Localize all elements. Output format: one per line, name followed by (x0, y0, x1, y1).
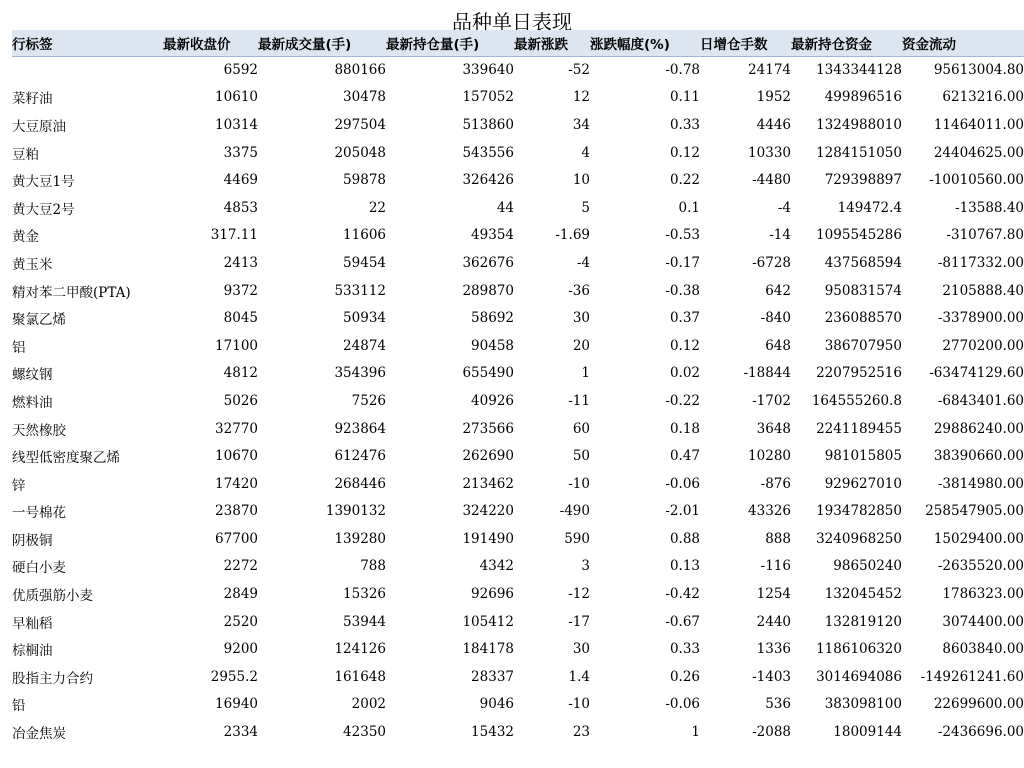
cell-position-capital[interactable]: 98650240 (833, 558, 902, 575)
table-row[interactable] (12, 691, 1024, 719)
cell-capital-flow[interactable]: -13588.40 (955, 199, 1024, 216)
table-row[interactable] (12, 580, 1024, 608)
cell-volume[interactable]: 22 (368, 199, 386, 216)
cell-row-label[interactable]: 铅 (12, 698, 26, 715)
cell-daily-oi-change[interactable]: -1702 (752, 392, 791, 409)
cell-daily-oi-change[interactable]: -14 (769, 227, 791, 244)
cell-capital-flow[interactable]: 11464011.00 (933, 116, 1024, 133)
table-body (12, 56, 1024, 746)
cell-change[interactable]: 34 (572, 116, 590, 133)
header-row-label[interactable]: 行标签 (12, 30, 163, 56)
cell-position-capital[interactable]: 499896516 (824, 89, 902, 106)
cell-change-pct[interactable]: -0.06 (665, 475, 700, 492)
cell-daily-oi-change[interactable]: -1403 (752, 668, 791, 685)
cell-close-price[interactable]: 67700 (215, 530, 258, 547)
cell-daily-oi-change[interactable]: 1336 (756, 641, 791, 658)
header-open-interest[interactable]: 最新持仓量(手) (386, 30, 514, 56)
cell-open-interest[interactable]: 191490 (462, 530, 514, 547)
cell-change[interactable]: 60 (572, 420, 590, 437)
cell-close-price[interactable]: 317.11 (210, 227, 258, 244)
cell-change-pct[interactable]: -2.01 (665, 503, 700, 520)
cell-change-pct[interactable]: -0.17 (665, 254, 700, 271)
table-row[interactable] (12, 442, 1024, 470)
cell-daily-oi-change[interactable]: -116 (760, 558, 791, 575)
cell-position-capital[interactable]: 386707950 (824, 337, 902, 354)
cell-volume[interactable]: 2002 (351, 696, 386, 713)
cell-close-price[interactable]: 8045 (223, 310, 258, 327)
cell-change[interactable]: 4 (581, 144, 590, 161)
cell-row-label[interactable]: 早籼稻 (12, 615, 53, 632)
cell-volume[interactable]: 50934 (343, 310, 386, 327)
cell-close-price[interactable]: 9372 (223, 282, 258, 299)
cell-capital-flow[interactable]: 1786323.00 (942, 586, 1024, 603)
table-row[interactable] (12, 663, 1024, 691)
cell-open-interest[interactable]: 339640 (462, 62, 514, 79)
cell-close-price[interactable]: 4469 (223, 172, 258, 189)
cell-open-interest[interactable]: 9046 (479, 696, 514, 713)
cell-volume[interactable]: 533112 (334, 282, 386, 299)
cell-change[interactable]: -12 (568, 586, 590, 603)
cell-daily-oi-change[interactable]: -2088 (752, 724, 791, 741)
cell-capital-flow[interactable]: -3378900.00 (937, 310, 1024, 327)
table-row[interactable] (12, 498, 1024, 526)
table-row[interactable] (12, 139, 1024, 167)
cell-position-capital[interactable]: 729398897 (824, 172, 902, 189)
cell-change-pct[interactable]: 0.33 (669, 116, 700, 133)
cell-change[interactable]: 30 (572, 641, 590, 658)
cell-row-label[interactable]: 棕榈油 (12, 643, 53, 660)
cell-change-pct[interactable]: 0.02 (669, 365, 700, 382)
cell-daily-oi-change[interactable]: 43326 (748, 503, 791, 520)
cell-volume[interactable]: 923864 (334, 420, 386, 437)
cell-row-label[interactable]: 黄大豆2号 (12, 201, 75, 218)
cell-open-interest[interactable]: 44 (496, 199, 514, 216)
cell-capital-flow[interactable]: -10010560.00 (929, 172, 1024, 189)
cell-open-interest[interactable]: 58692 (471, 310, 514, 327)
cell-volume[interactable]: 1390132 (325, 503, 386, 520)
cell-volume[interactable]: 788 (360, 558, 386, 575)
cell-change[interactable]: -52 (568, 62, 590, 79)
cell-change-pct[interactable]: -0.78 (665, 62, 700, 79)
cell-capital-flow[interactable]: -2436696.00 (937, 724, 1024, 741)
cell-change[interactable]: 5 (581, 199, 590, 216)
cell-capital-flow[interactable]: 29886240.00 (933, 420, 1024, 437)
table-row[interactable] (12, 277, 1024, 305)
table-row[interactable] (12, 194, 1024, 222)
cell-close-price[interactable]: 2334 (223, 724, 258, 741)
cell-position-capital[interactable]: 3014694086 (816, 668, 902, 685)
cell-change[interactable]: -490 (559, 503, 590, 520)
cell-change[interactable]: 10 (572, 172, 590, 189)
cell-capital-flow[interactable]: -149261241.60 (920, 668, 1024, 685)
cell-position-capital[interactable]: 132045452 (824, 586, 902, 603)
cell-open-interest[interactable]: 15432 (471, 724, 514, 741)
cell-change[interactable]: 12 (572, 89, 590, 106)
table-row[interactable] (12, 249, 1024, 277)
cell-daily-oi-change[interactable]: -876 (760, 475, 791, 492)
cell-position-capital[interactable]: 164555260.8 (811, 392, 902, 409)
cell-row-label[interactable]: 一号棉花 (12, 505, 66, 522)
cell-close-price[interactable]: 32770 (215, 420, 258, 437)
cell-position-capital[interactable]: 2241189455 (816, 420, 902, 437)
cell-position-capital[interactable]: 1324988010 (816, 116, 902, 133)
cell-volume[interactable]: 297504 (334, 116, 386, 133)
cell-volume[interactable]: 124126 (334, 641, 386, 658)
cell-daily-oi-change[interactable]: 888 (765, 530, 791, 547)
cell-close-price[interactable]: 10610 (215, 89, 258, 106)
cell-change-pct[interactable]: 0.12 (669, 144, 700, 161)
cell-change[interactable]: 20 (572, 337, 590, 354)
table-row[interactable] (12, 553, 1024, 581)
cell-close-price[interactable]: 16940 (215, 696, 258, 713)
cell-capital-flow[interactable]: 22699600.00 (933, 696, 1024, 713)
cell-open-interest[interactable]: 273566 (462, 420, 514, 437)
cell-change-pct[interactable]: 0.33 (669, 641, 700, 658)
cell-open-interest[interactable]: 362676 (462, 254, 514, 271)
cell-volume[interactable]: 11606 (343, 227, 386, 244)
cell-change-pct[interactable]: 0.11 (669, 89, 700, 106)
cell-change-pct[interactable]: 0.37 (669, 310, 700, 327)
table-row[interactable] (12, 304, 1024, 332)
cell-volume[interactable]: 205048 (334, 144, 386, 161)
cell-row-label[interactable]: 燃料油 (12, 394, 53, 411)
cell-open-interest[interactable]: 543556 (462, 144, 514, 161)
cell-row-label[interactable]: 线型低密度聚乙烯 (12, 450, 120, 467)
cell-open-interest[interactable]: 28337 (471, 668, 514, 685)
cell-daily-oi-change[interactable]: 648 (765, 337, 791, 354)
cell-daily-oi-change[interactable]: 1952 (756, 89, 791, 106)
cell-close-price[interactable]: 2955.2 (210, 668, 258, 685)
cell-open-interest[interactable]: 289870 (462, 282, 514, 299)
cell-open-interest[interactable]: 184178 (462, 641, 514, 658)
header-close-price[interactable]: 最新收盘价 (163, 30, 258, 56)
cell-volume[interactable]: 24874 (343, 337, 386, 354)
cell-daily-oi-change[interactable]: -840 (760, 310, 791, 327)
header-row (12, 30, 1024, 56)
table-row[interactable] (12, 84, 1024, 112)
cell-change-pct[interactable]: -0.67 (665, 613, 700, 630)
pivot-table (12, 30, 1024, 746)
table-row[interactable] (12, 332, 1024, 360)
cell-daily-oi-change[interactable]: 4446 (756, 116, 791, 133)
cell-change[interactable]: -10 (568, 475, 590, 492)
cell-change-pct[interactable]: -0.22 (665, 392, 700, 409)
cell-change[interactable]: 30 (572, 310, 590, 327)
cell-row-label[interactable]: 黄大豆1号 (12, 174, 75, 191)
cell-capital-flow[interactable]: 38390660.00 (933, 448, 1024, 465)
cell-daily-oi-change[interactable]: -4480 (752, 172, 791, 189)
table-row[interactable] (12, 635, 1024, 663)
table-row[interactable] (12, 111, 1024, 139)
cell-row-label[interactable]: 股指主力合约 (12, 670, 93, 687)
cell-change[interactable]: 590 (564, 530, 590, 547)
cell-close-price[interactable]: 3375 (223, 144, 258, 161)
cell-row-label[interactable]: 黄玉米 (12, 256, 53, 273)
cell-position-capital[interactable]: 149472.4 (837, 199, 902, 216)
cell-position-capital[interactable]: 1343344128 (816, 62, 902, 79)
cell-capital-flow[interactable]: 3074400.00 (942, 613, 1024, 630)
cell-capital-flow[interactable]: 6213216.00 (942, 89, 1024, 106)
cell-change-pct[interactable]: 0.47 (669, 448, 700, 465)
cell-change[interactable]: -10 (568, 696, 590, 713)
cell-open-interest[interactable]: 262690 (462, 448, 514, 465)
cell-row-label[interactable]: 大豆原油 (12, 118, 66, 135)
cell-row-label[interactable]: 菜籽油 (12, 91, 53, 108)
header-daily-oi-change[interactable]: 日增仓手数 (700, 30, 791, 56)
cell-position-capital[interactable]: 1095545286 (816, 227, 902, 244)
cell-position-capital[interactable]: 929627010 (824, 475, 902, 492)
cell-position-capital[interactable]: 981015805 (824, 448, 902, 465)
cell-open-interest[interactable]: 4342 (479, 558, 514, 575)
cell-capital-flow[interactable]: 258547905.00 (925, 503, 1024, 520)
cell-daily-oi-change[interactable]: 642 (765, 282, 791, 299)
cell-daily-oi-change[interactable]: -4 (777, 199, 791, 216)
cell-close-price[interactable]: 2272 (223, 558, 258, 575)
cell-volume[interactable]: 53944 (343, 613, 386, 630)
cell-position-capital[interactable]: 1186106320 (816, 641, 902, 658)
table-row[interactable] (12, 718, 1024, 746)
cell-capital-flow[interactable]: 2105888.40 (942, 282, 1024, 299)
cell-daily-oi-change[interactable]: 10280 (748, 448, 791, 465)
cell-daily-oi-change[interactable]: 3648 (756, 420, 791, 437)
cell-change[interactable]: 23 (572, 724, 590, 741)
cell-change[interactable]: -4 (576, 254, 590, 271)
cell-daily-oi-change[interactable]: 536 (765, 696, 791, 713)
cell-position-capital[interactable]: 1284151050 (816, 144, 902, 161)
report-title: 品种单日表现 (452, 10, 572, 34)
table-row[interactable] (12, 222, 1024, 250)
cell-position-capital[interactable]: 383098100 (824, 696, 902, 713)
cell-change[interactable]: -1.69 (555, 227, 590, 244)
header-position-capital[interactable]: 最新持仓资金 (791, 30, 902, 56)
cell-open-interest[interactable]: 92696 (471, 586, 514, 603)
cell-capital-flow[interactable]: -63474129.60 (929, 365, 1024, 382)
cell-change[interactable]: 50 (572, 448, 590, 465)
header-capital-flow[interactable]: 资金流动 (902, 30, 1024, 56)
cell-volume[interactable]: 268446 (334, 475, 386, 492)
header-change[interactable]: 最新涨跌 (514, 30, 590, 56)
cell-close-price[interactable]: 10670 (215, 448, 258, 465)
cell-close-price[interactable]: 10314 (215, 116, 258, 133)
cell-daily-oi-change[interactable]: -18844 (743, 365, 791, 382)
cell-capital-flow[interactable]: -310767.80 (946, 227, 1024, 244)
cell-close-price[interactable]: 2413 (223, 254, 258, 271)
cell-row-label[interactable]: 黄金 (12, 229, 39, 246)
cell-position-capital[interactable]: 18009144 (833, 724, 902, 741)
cell-open-interest[interactable]: 105412 (462, 613, 514, 630)
cell-capital-flow[interactable]: 24404625.00 (933, 144, 1024, 161)
cell-change[interactable]: -36 (568, 282, 590, 299)
cell-change-pct[interactable]: 0.12 (669, 337, 700, 354)
cell-position-capital[interactable]: 950831574 (824, 282, 902, 299)
cell-volume[interactable]: 59454 (343, 254, 386, 271)
cell-daily-oi-change[interactable]: 10330 (748, 144, 791, 161)
cell-close-price[interactable]: 4853 (223, 199, 258, 216)
cell-open-interest[interactable]: 40926 (471, 392, 514, 409)
cell-volume[interactable]: 15326 (343, 586, 386, 603)
cell-volume[interactable]: 42350 (343, 724, 386, 741)
cell-position-capital[interactable]: 437568594 (824, 254, 902, 271)
cell-close-price[interactable]: 9200 (223, 641, 258, 658)
table-row[interactable] (12, 360, 1024, 388)
cell-volume[interactable]: 880166 (334, 62, 386, 79)
cell-daily-oi-change[interactable]: 24174 (748, 62, 791, 79)
cell-capital-flow[interactable]: 8603840.00 (942, 641, 1024, 658)
cell-position-capital[interactable]: 236088570 (824, 310, 902, 327)
cell-close-price[interactable]: 2849 (223, 586, 258, 603)
cell-open-interest[interactable]: 213462 (462, 475, 514, 492)
header-change-pct[interactable]: 涨跌幅度(%) (590, 30, 700, 56)
cell-position-capital[interactable]: 1934782850 (816, 503, 902, 520)
cell-change-pct[interactable]: 0.22 (669, 172, 700, 189)
cell-row-label[interactable]: 螺纹钢 (12, 367, 53, 384)
cell-capital-flow[interactable]: -2635520.00 (937, 558, 1024, 575)
cell-row-label[interactable]: 聚氯乙烯 (12, 312, 66, 329)
cell-close-price[interactable]: 2520 (223, 613, 258, 630)
cell-capital-flow[interactable]: 15029400.00 (933, 530, 1024, 547)
cell-row-label[interactable]: 精对苯二甲酸(PTA) (12, 284, 131, 301)
cell-change-pct[interactable]: 0.1 (678, 199, 700, 216)
cell-open-interest[interactable]: 157052 (462, 89, 514, 106)
table-row[interactable] (12, 470, 1024, 498)
cell-capital-flow[interactable]: -3814980.00 (937, 475, 1024, 492)
cell-change[interactable]: -17 (568, 613, 590, 630)
cell-close-price[interactable]: 5026 (223, 392, 258, 409)
cell-open-interest[interactable]: 655490 (462, 365, 514, 382)
cell-open-interest[interactable]: 49354 (471, 227, 514, 244)
cell-row-label[interactable]: 硬白小麦 (12, 560, 66, 577)
cell-volume[interactable]: 139280 (334, 530, 386, 547)
cell-close-price[interactable]: 23870 (215, 503, 258, 520)
table-row[interactable] (12, 608, 1024, 636)
header-volume[interactable]: 最新成交量(手) (258, 30, 386, 56)
cell-open-interest[interactable]: 326426 (462, 172, 514, 189)
cell-change-pct[interactable]: 0.18 (669, 420, 700, 437)
cell-volume[interactable]: 354396 (334, 365, 386, 382)
cell-row-label[interactable]: 天然橡胶 (12, 422, 66, 439)
cell-capital-flow[interactable]: -8117332.00 (937, 254, 1024, 271)
cell-capital-flow[interactable]: -6843401.60 (937, 392, 1024, 409)
cell-row-label[interactable]: 锌 (12, 477, 26, 494)
cell-change-pct[interactable]: -0.42 (665, 586, 700, 603)
cell-daily-oi-change[interactable]: -6728 (752, 254, 791, 271)
cell-volume[interactable]: 161648 (334, 668, 386, 685)
cell-capital-flow[interactable]: 2770200.00 (942, 337, 1024, 354)
cell-position-capital[interactable]: 132819120 (824, 613, 902, 630)
cell-change-pct[interactable]: -0.06 (665, 696, 700, 713)
cell-row-label[interactable]: 阴极铜 (12, 532, 53, 549)
cell-row-label[interactable]: 优质强筋小麦 (12, 588, 93, 605)
cell-volume[interactable]: 30478 (343, 89, 386, 106)
cell-close-price[interactable]: 17420 (215, 475, 258, 492)
cell-close-price[interactable]: 6592 (223, 62, 258, 79)
cell-position-capital[interactable]: 2207952516 (816, 365, 902, 382)
cell-row-label[interactable]: 铝 (12, 339, 26, 356)
cell-daily-oi-change[interactable]: 2440 (756, 613, 791, 630)
cell-row-label[interactable] (12, 56, 163, 84)
cell-open-interest[interactable]: 324220 (462, 503, 514, 520)
cell-open-interest[interactable]: 90458 (471, 337, 514, 354)
cell-change-pct[interactable]: -0.53 (665, 227, 700, 244)
cell-volume[interactable]: 7526 (351, 392, 386, 409)
cell-close-price[interactable]: 4812 (223, 365, 258, 382)
cell-change[interactable]: 1 (581, 365, 590, 382)
cell-change[interactable]: 3 (581, 558, 590, 575)
cell-volume[interactable]: 612476 (334, 448, 386, 465)
table-row[interactable] (12, 525, 1024, 553)
cell-close-price[interactable]: 17100 (215, 337, 258, 354)
cell-change-pct[interactable]: 0.88 (669, 530, 700, 547)
table-row[interactable] (12, 56, 1024, 84)
cell-change-pct[interactable]: -0.38 (665, 282, 700, 299)
cell-change[interactable]: 1.4 (568, 668, 590, 685)
cell-daily-oi-change[interactable]: 1254 (756, 586, 791, 603)
table-row[interactable] (12, 415, 1024, 443)
table-row[interactable] (12, 166, 1024, 194)
table-row[interactable] (12, 387, 1024, 415)
cell-capital-flow[interactable]: 95613004.80 (933, 62, 1024, 79)
cell-change-pct[interactable]: 0.13 (669, 558, 700, 575)
cell-position-capital[interactable]: 3240968250 (816, 530, 902, 547)
cell-open-interest[interactable]: 513860 (462, 116, 514, 133)
cell-row-label[interactable]: 冶金焦炭 (12, 726, 66, 743)
cell-volume[interactable]: 59878 (343, 172, 386, 189)
cell-change[interactable]: -11 (568, 392, 590, 409)
cell-change-pct[interactable]: 1 (691, 724, 700, 741)
cell-row-label[interactable]: 豆粕 (12, 146, 39, 163)
cell-change-pct[interactable]: 0.26 (669, 668, 700, 685)
